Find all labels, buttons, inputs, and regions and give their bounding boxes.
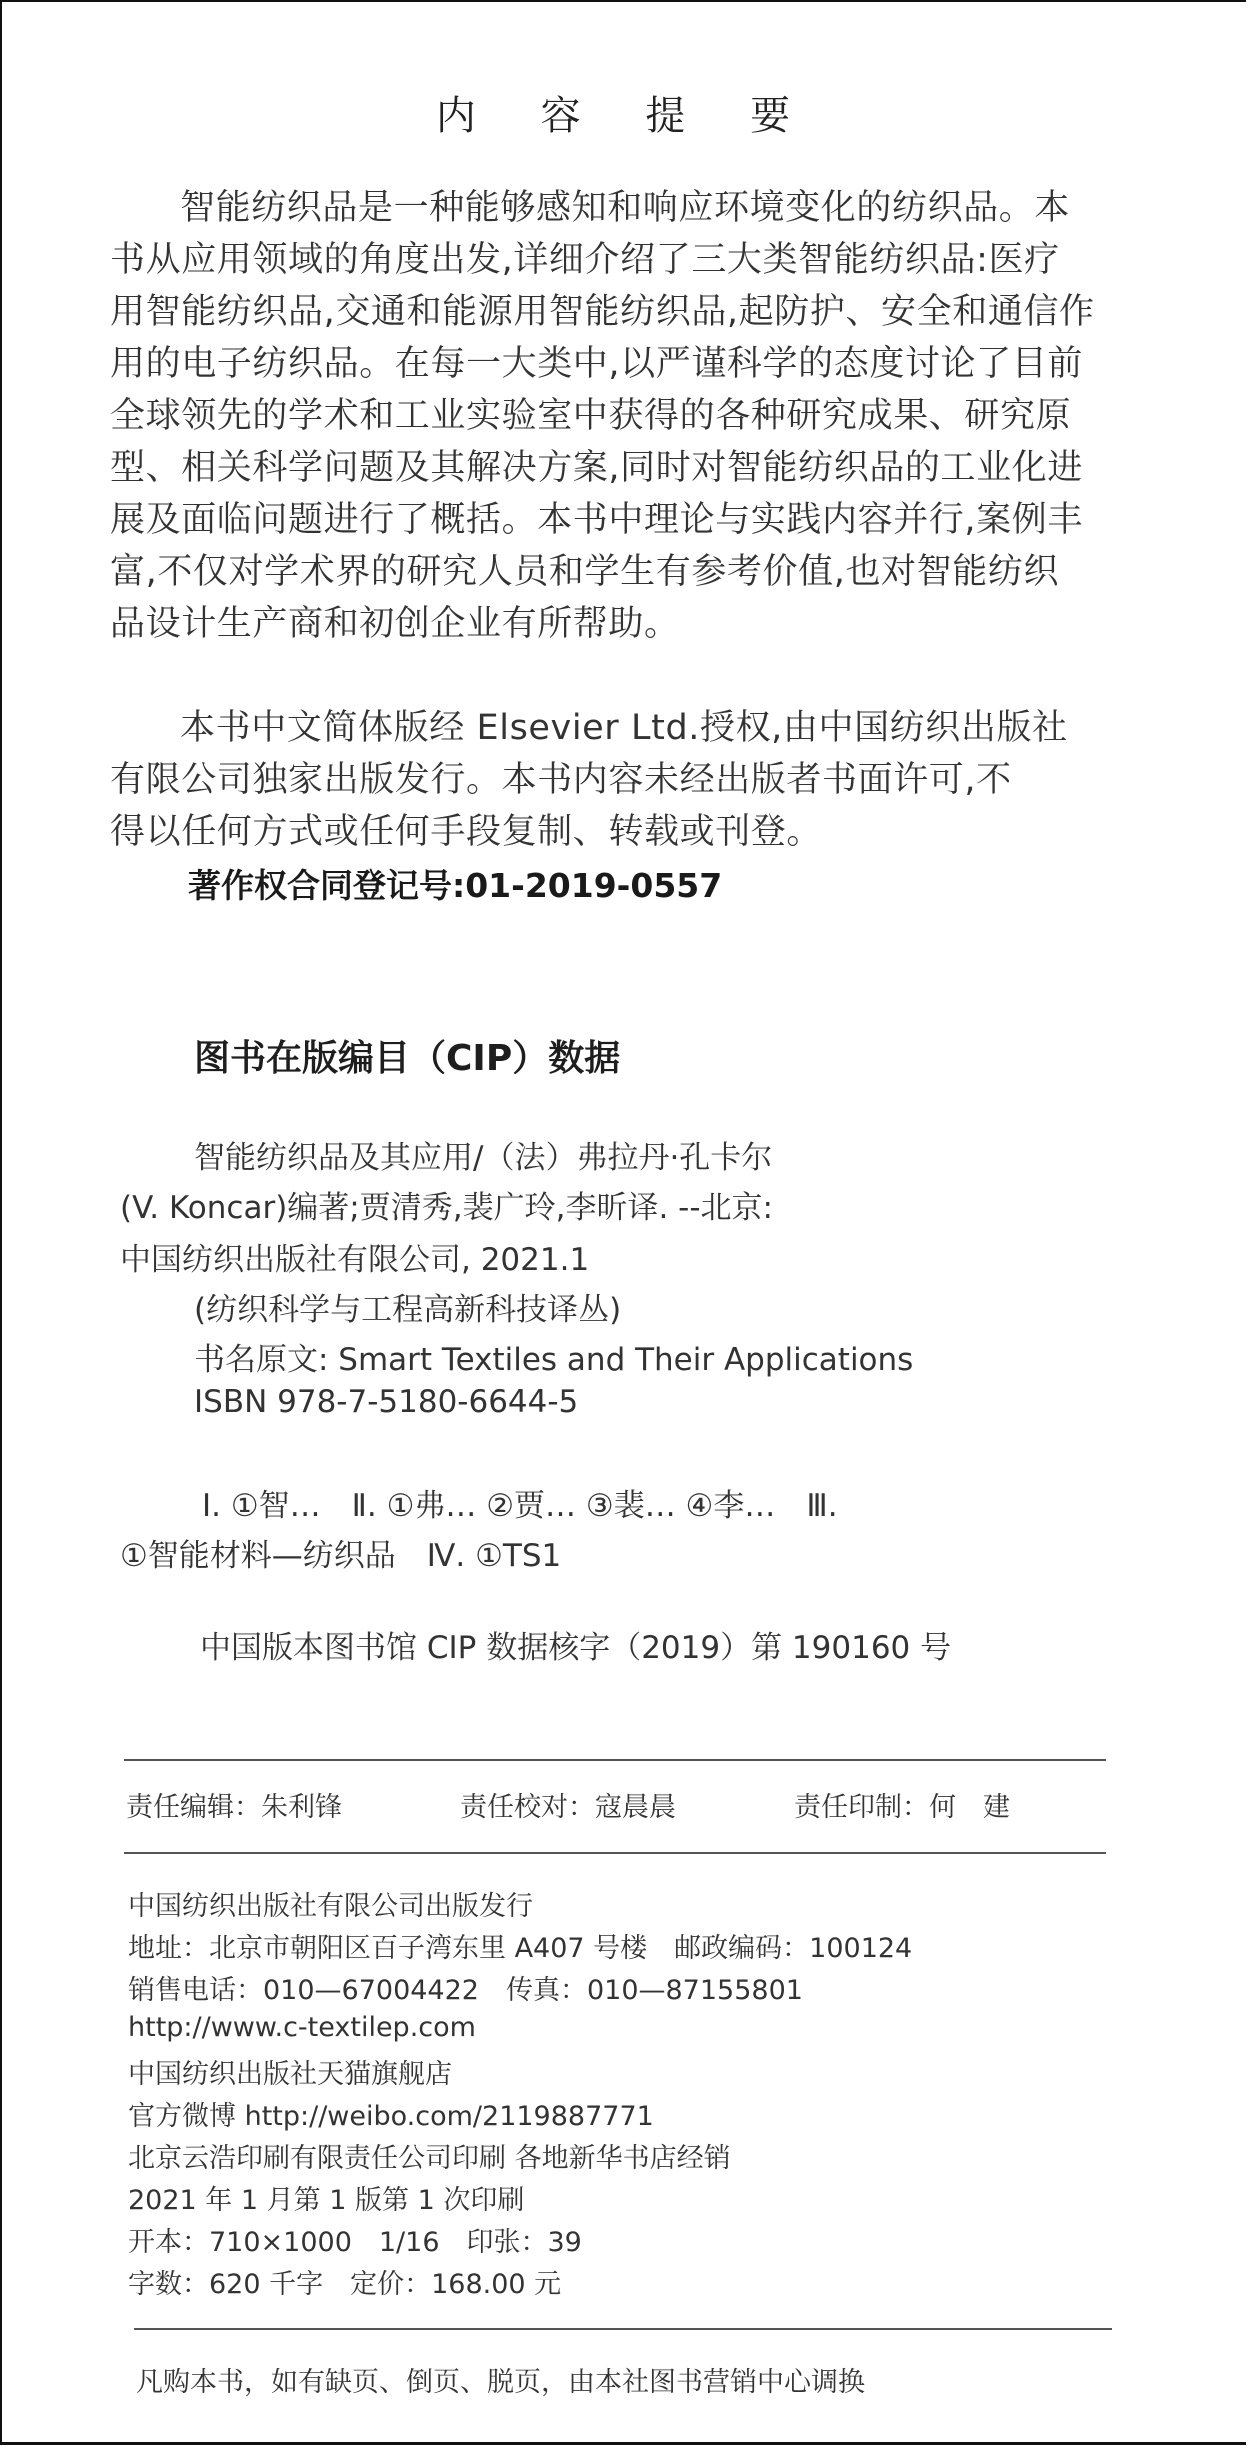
responsible-proofreader: 责任校对：寇晨晨: [460, 1792, 676, 1823]
cip-series: (纺织科学与工程高新科技译丛): [194, 1292, 622, 1328]
divider: [124, 1852, 1106, 1854]
cip-entry-line: 智能纺织品及其应用/（法）弗拉丹·孔卡尔: [194, 1140, 773, 1176]
replacement-notice: 凡购本书，如有缺页、倒页、脱页，由本社图书营销中心调换: [136, 2367, 865, 2398]
edition-line: 2021 年 1 月第 1 版第 1 次印刷: [128, 2185, 525, 2216]
summary-line: 用的电子纺织品。在每一大类中,以严谨科学的态度讨论了目前: [110, 344, 1083, 384]
publisher-line: 中国纺织出版社有限公司出版发行: [128, 1891, 533, 1922]
license-paragraph: [110, 702, 1145, 858]
cip-original-title: 书名原文: Smart Textiles and Their Applications: [194, 1342, 914, 1378]
cip-entry-line: (V. Koncar)编著;贾清秀,裴广玲,李昕译. --北京:: [120, 1190, 773, 1226]
license-line: 本书中文简体版经 Elsevier Ltd.授权,由中国纺织出版社: [180, 708, 1068, 748]
divider: [134, 2328, 1112, 2330]
summary-line: 智能纺织品是一种能够感知和响应环境变化的纺织品。本: [180, 188, 1071, 228]
cip-classification-line: ①智能材料—纺织品 Ⅳ. ①TS1: [120, 1538, 562, 1574]
publisher-website: http://www.c-textilep.com: [128, 2012, 476, 2043]
summary-line: 型、相关科学问题及其解决方案,同时对智能纺织品的工业化进: [110, 448, 1083, 488]
summary-line: 全球领先的学术和工业实验室中获得的各种研究成果、研究原: [110, 396, 1072, 436]
publisher-phone: 销售电话：010—67004422 传真：010—87155801: [128, 1975, 803, 2006]
cip-verification-number: 中国版本图书馆 CIP 数据核字（2019）第 190160 号: [200, 1630, 952, 1666]
summary-line: 品设计生产商和初创企业有所帮助。: [110, 604, 680, 644]
responsible-editor: 责任编辑：朱利锋: [126, 1792, 342, 1823]
cip-isbn: ISBN 978-7-5180-6644-5: [194, 1384, 579, 1420]
summary-heading: 内 容 提 要: [435, 93, 817, 139]
cip-heading: 图书在版编目（CIP）数据: [194, 1038, 621, 1079]
divider: [124, 1759, 1106, 1761]
publisher-weibo: 官方微博 http://weibo.com/2119887771: [128, 2101, 654, 2132]
summary-line: 富,不仅对学术界的研究人员和学生有参考价值,也对智能纺织: [110, 552, 1060, 592]
summary-line: 书从应用领域的角度出发,详细介绍了三大类智能纺织品:医疗: [110, 240, 1060, 280]
publisher-tmall-store: 中国纺织出版社天猫旗舰店: [128, 2059, 452, 2090]
copyright-registration-number: 著作权合同登记号:01-2019-0557: [188, 866, 723, 905]
publisher-address: 地址：北京市朝阳区百子湾东里 A407 号楼 邮政编码：100124: [128, 1933, 913, 1964]
license-line: 有限公司独家出版发行。本书内容未经出版者书面许可,不: [110, 760, 1012, 800]
cip-entry-line: 中国纺织出版社有限公司, 2021.1: [120, 1242, 590, 1278]
cip-classification-line: Ⅰ. ①智… Ⅱ. ①弗… ②贾… ③裴… ④李… Ⅲ.: [202, 1488, 838, 1524]
summary-line: 用智能纺织品,交通和能源用智能纺织品,起防护、安全和通信作: [110, 292, 1095, 332]
responsible-printing: 责任印制：何 建: [794, 1792, 1010, 1823]
price-line: 字数：620 千字 定价：168.00 元: [128, 2269, 562, 2300]
summary-paragraph: [110, 182, 1145, 650]
printer-line: 北京云浩印刷有限责任公司印刷 各地新华书店经销: [128, 2143, 731, 2174]
license-line: 得以任何方式或任何手段复制、转载或刊登。: [110, 812, 823, 852]
format-line: 开本：710×1000 1/16 印张：39: [128, 2227, 582, 2258]
summary-line: 展及面临问题进行了概括。本书中理论与实践内容并行,案例丰: [110, 500, 1083, 540]
